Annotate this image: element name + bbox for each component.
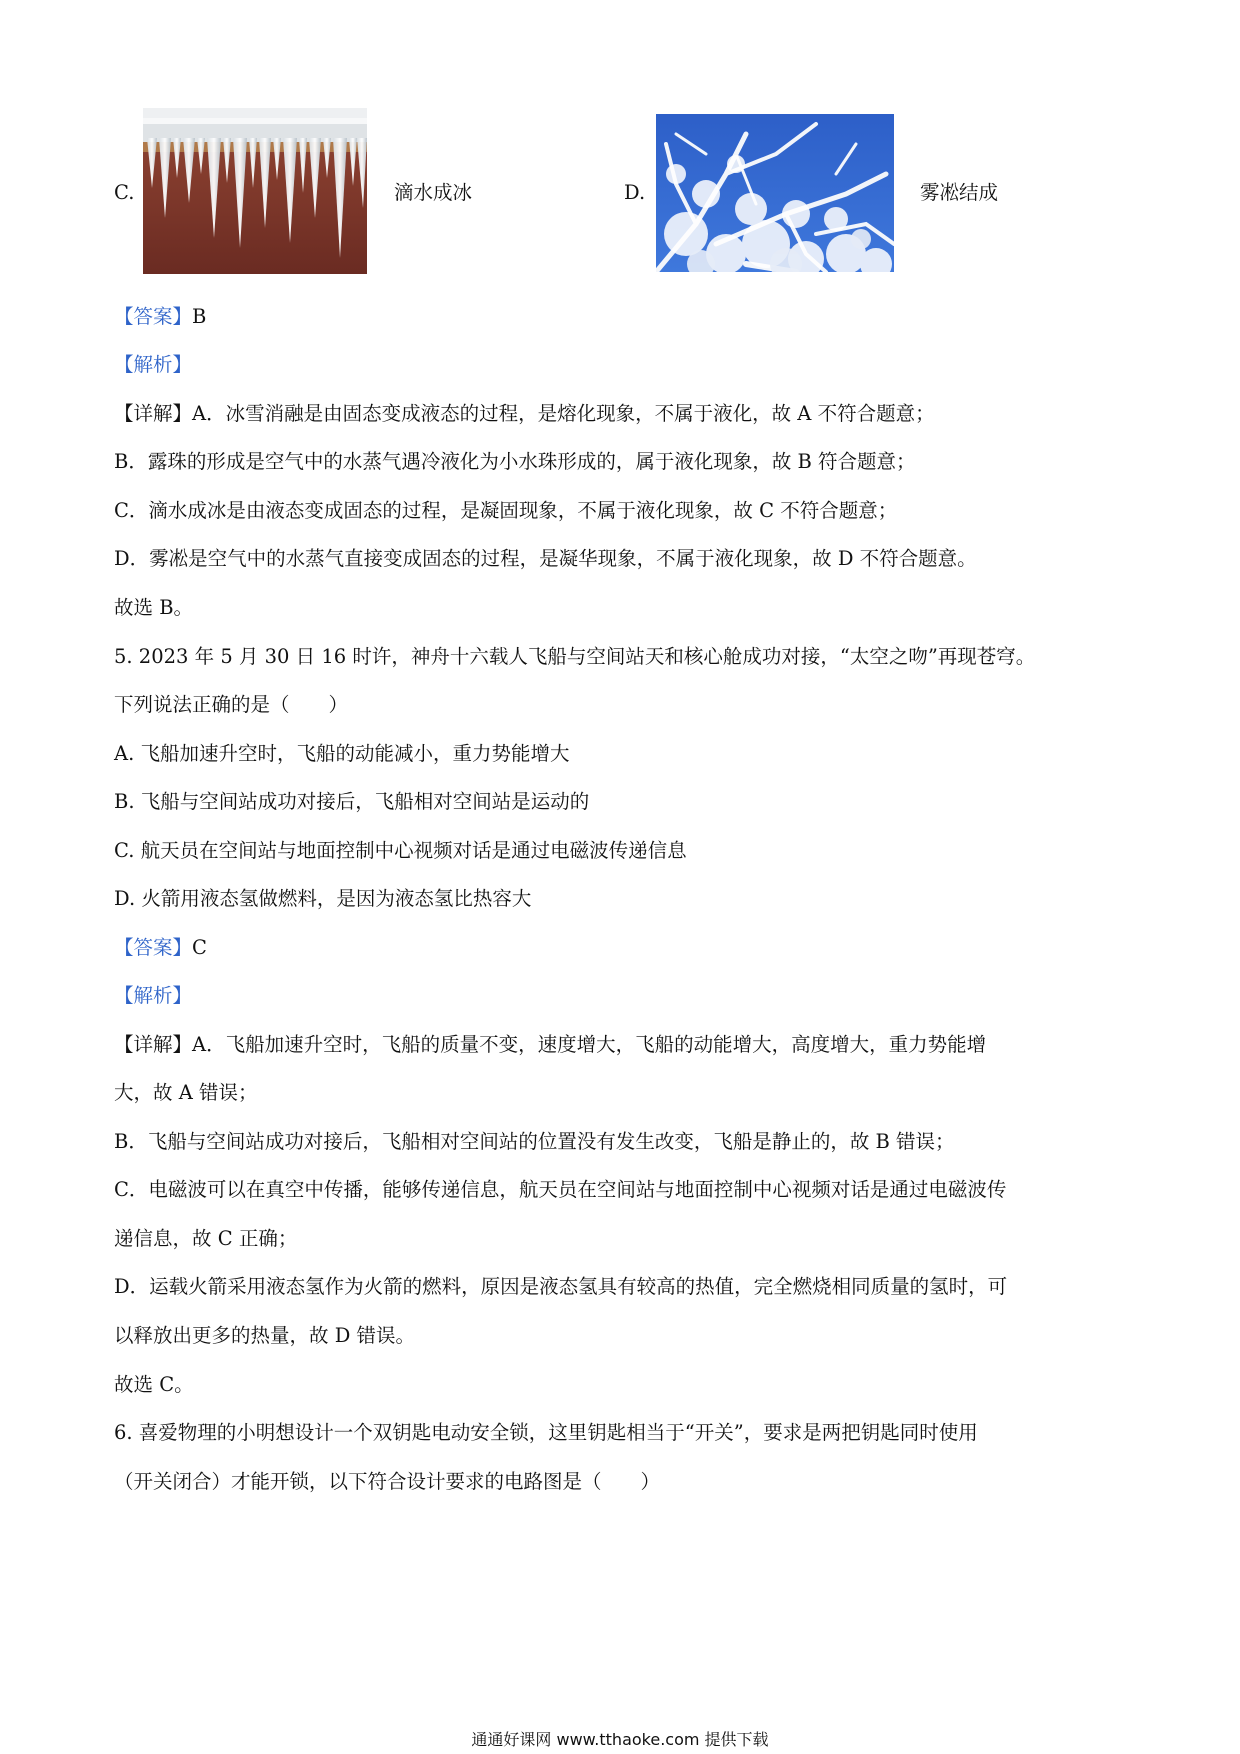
analysis-tag: 【解析】: [114, 353, 193, 376]
q5-detail-a-2: 大，故 A 错误；: [114, 1081, 258, 1104]
q5-detail-line-1: [114, 1032, 986, 1058]
q4-answer-row: [114, 304, 206, 330]
option-d-caption: 雾凇结成: [920, 181, 999, 204]
q5-detail-a-1: A．飞船加速升空时，飞船的质量不变，速度增大，飞船的动能增大，高度增大，重力势能增: [192, 1033, 987, 1056]
q4-detail-a: A．冰雪消融是由固态变成液态的过程，是熔化现象，不属于液化，故 A 不符合题意；: [192, 402, 935, 425]
q5-detail-d-1: D．运载火箭采用液态氢作为火箭的燃料，原因是液态氢具有较高的热值，完全燃烧相同质量的氢时，可: [114, 1275, 1008, 1298]
q5-answer: C: [192, 936, 207, 959]
q6-stem-line-2: （开关闭合）才能开锁，以下符合设计要求的电路图是（ ）: [114, 1470, 661, 1493]
q5-detail-c-2: 递信息，故 C 正确；: [114, 1227, 298, 1250]
detail-tag: 【详解】: [114, 1033, 193, 1056]
q4-analysis-row: [114, 352, 192, 378]
q4-conclusion: 故选 B。: [114, 596, 194, 619]
q5-option-b: B. 飞船与空间站成功对接后，飞船相对空间站是运动的: [114, 790, 590, 813]
q5-stem-line-1: 5. 2023 年 5 月 30 日 16 时许，神舟十六载人飞船与空间站天和核心舱成功对接，“太空之吻”再现苍穹。: [114, 645, 1036, 668]
option-c-letter: C.: [114, 181, 135, 204]
detail-tag: 【详解】: [114, 402, 193, 425]
q5-option-a: A. 飞船加速升空时，飞船的动能减小，重力势能增大: [114, 742, 570, 765]
q4-detail-b: B．露珠的形成是空气中的水蒸气遇冷液化为小水珠形成的，属于液化现象，故 B 符合题意；: [114, 450, 916, 473]
q5-answer-row: [114, 935, 207, 961]
answer-tag: 【答案】: [114, 936, 193, 959]
q4-answer: B: [192, 305, 207, 328]
q5-stem-line-2: 下列说法正确的是（ ）: [114, 693, 349, 716]
q5-conclusion: 故选 C。: [114, 1373, 194, 1396]
analysis-tag: 【解析】: [114, 984, 193, 1007]
option-c-caption: 滴水成冰: [394, 181, 473, 204]
q5-option-c: C. 航天员在空间站与地面控制中心视频对话是通过电磁波传递信息: [114, 839, 687, 862]
q6-stem-line-1: 6. 喜爱物理的小明想设计一个双钥匙电动安全锁，这里钥匙相当于“开关”，要求是两把钥匙同时使用: [114, 1421, 978, 1444]
q4-detail-line-1: [114, 401, 935, 427]
q5-detail-b: B．飞船与空间站成功对接后，飞船相对空间站的位置没有发生改变，飞船是静止的，故 B 错误；: [114, 1130, 955, 1153]
icicles-image: [143, 108, 367, 274]
q5-option-d: D. 火箭用液态氢做燃料，是因为液态氢比热容大: [114, 887, 532, 910]
page-footer: 通通好课网 www.tthaoke.com 提供下载: [471, 1730, 769, 1749]
q4-detail-d: D．雾凇是空气中的水蒸气直接变成固态的过程，是凝华现象，不属于液化现象，故 D 不符合题意。: [114, 547, 977, 570]
q5-analysis-row: [114, 983, 192, 1009]
option-d-letter: D.: [624, 181, 646, 204]
q5-detail-c-1: C．电磁波可以在真空中传播，能够传递信息，航天员在空间站与地面控制中心视频对话是通过电磁波传: [114, 1178, 1007, 1201]
q4-detail-c: C．滴水成冰是由液态变成固态的过程，是凝固现象，不属于液化现象，故 C 不符合题意；: [114, 499, 898, 522]
answer-tag: 【答案】: [114, 305, 193, 328]
q5-detail-d-2: 以释放出更多的热量，故 D 错误。: [114, 1324, 416, 1347]
rime-frost-image: [656, 114, 894, 272]
